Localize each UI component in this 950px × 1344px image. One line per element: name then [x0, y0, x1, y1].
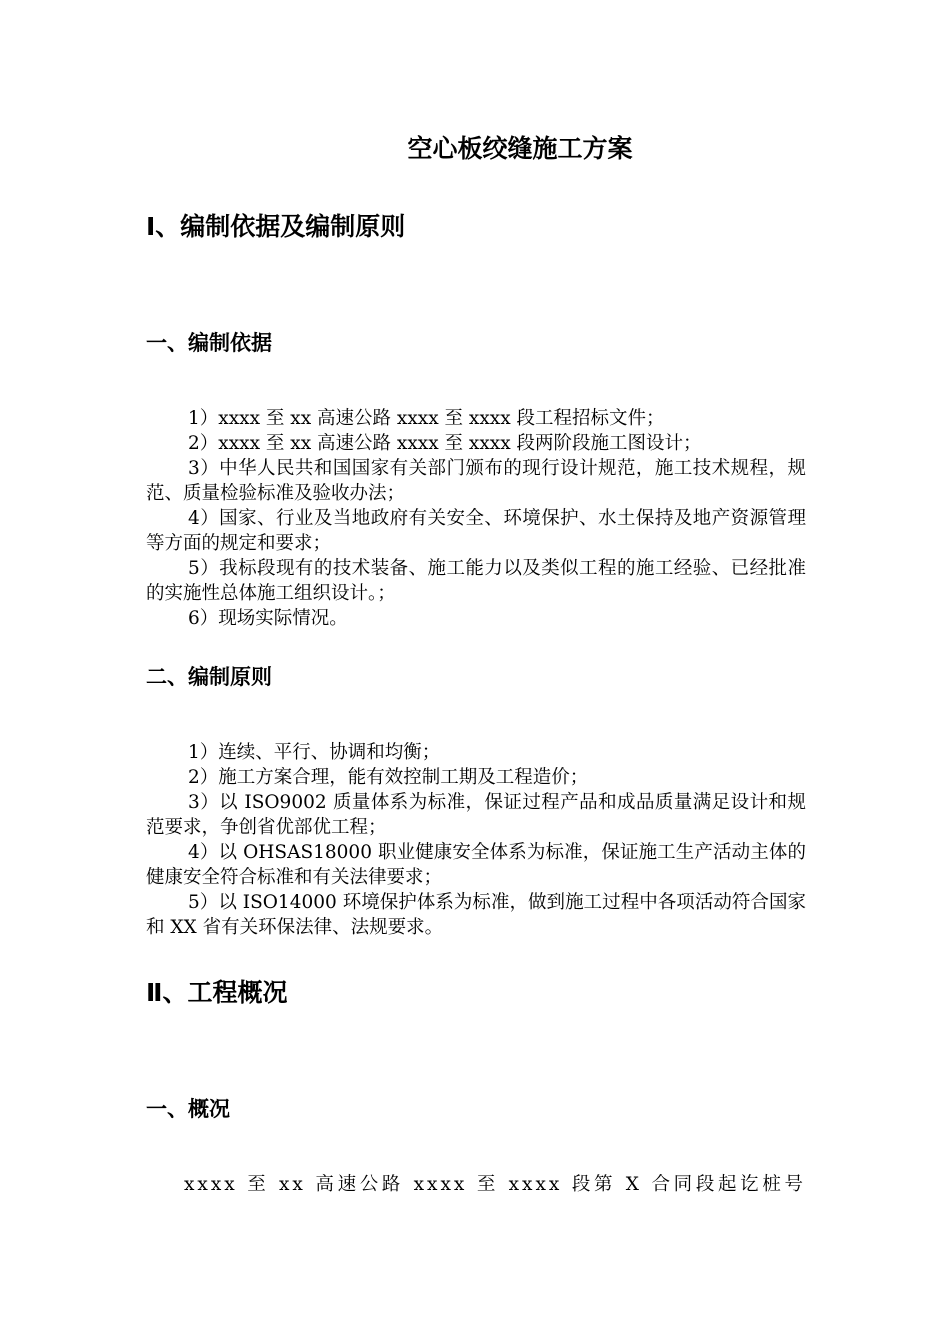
- list-item: 1）连续、平行、协调和均衡；: [188, 742, 441, 763]
- list-item: 4）以 OHSAS18000 职业健康安全体系为标准，保证施工生产活动主体的健康安全符合标准和有关法律要求；: [146, 842, 806, 888]
- part2-section1-heading: 一、概况: [146, 1097, 230, 1121]
- document-title: 空心板绞缝施工方案: [407, 134, 633, 163]
- principles-list: [146, 740, 806, 940]
- part1-section2-heading: 二、编制原则: [146, 665, 272, 689]
- part2-heading: Ⅱ、工程概况: [146, 978, 288, 1007]
- part1-section1-heading: 一、编制依据: [146, 331, 272, 355]
- basis-list: [146, 406, 806, 631]
- list-item: 2）施工方案合理，能有效控制工期及工程造价；: [188, 767, 589, 788]
- list-item: 5）我标段现有的技术装备、施工能力以及类似工程的施工经验、已经批准的实施性总体施工组织设计。；: [146, 558, 806, 604]
- list-item: 5）以 ISO14000 环境保护体系为标准，做到施工过程中各项活动符合国家和 XX 省有关环保法律、法规要求。: [146, 892, 806, 938]
- overview-paragraph: xxxx 至 xx 高速公路 xxxx 至 xxxx 段第 X 合同段起讫桩号: [184, 1174, 806, 1195]
- list-item: 2）xxxx 至 xx 高速公路 xxxx 至 xxxx 段两阶段施工图设计；: [188, 433, 702, 454]
- part1-heading: Ⅰ、编制依据及编制原则: [146, 212, 406, 241]
- list-item: 3）以 ISO9002 质量体系为标准，保证过程产品和成品质量满足设计和规范要求，争创省优部优工程；: [146, 792, 806, 838]
- list-item: 6）现场实际情况。: [188, 608, 348, 629]
- list-item: 1）xxxx 至 xx 高速公路 xxxx 至 xxxx 段工程招标文件；: [188, 408, 665, 429]
- list-item: 4）国家、行业及当地政府有关安全、环境保护、水土保持及地产资源管理等方面的规定和要求；: [146, 508, 806, 554]
- list-item: 3）中华人民共和国国家有关部门颁布的现行设计规范，施工技术规程，规范、质量检验标准及验收办法；: [146, 458, 806, 504]
